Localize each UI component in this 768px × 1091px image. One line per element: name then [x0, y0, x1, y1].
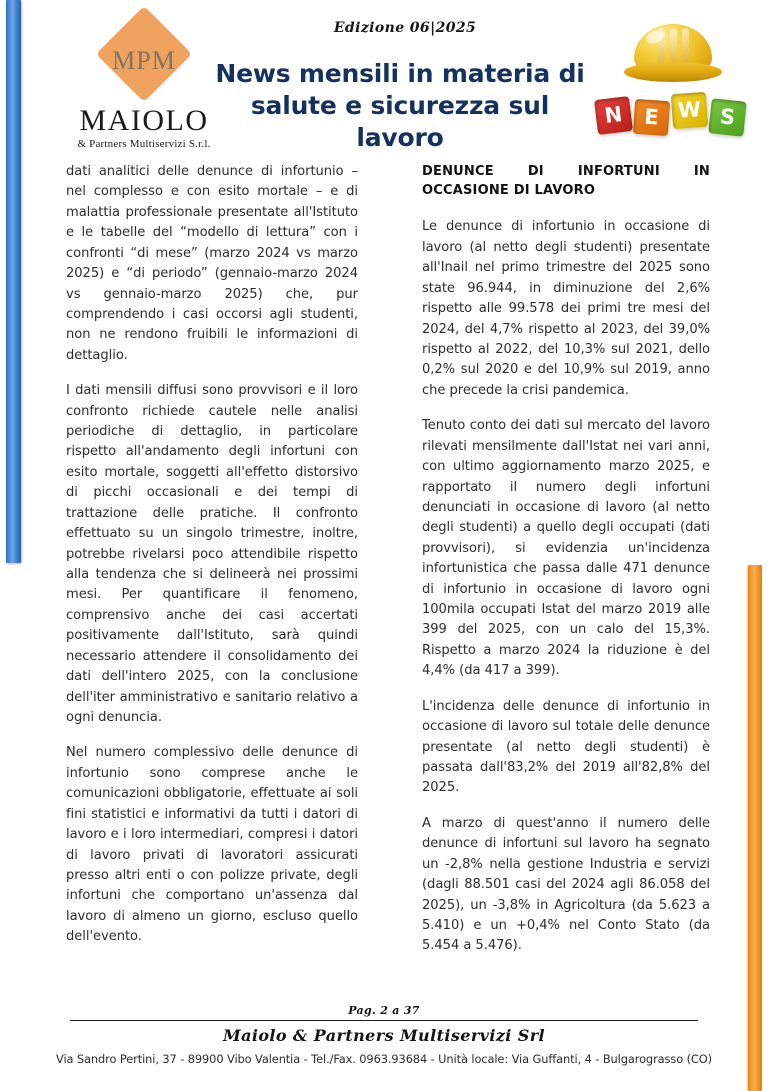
- news-artwork: [594, 22, 756, 152]
- page-title-line-2: salute e sicurezza sul lavoro: [250, 91, 550, 152]
- logo-company-name: MAIOLO: [79, 104, 209, 137]
- page-footer: [0, 1004, 768, 1066]
- logo-monogram: MPM: [112, 46, 176, 75]
- paragraph: Tenuto conto dei dati sul mercato del lavoro rilevati mensilmente dall'Istat nei vari anni, con ultimo aggiornamento marzo 2025, e rapportato il numero degli infortuni denunciati in occasione di lavoro (al netto degli studenti) a quello degli occupati (dati provvisori), si evidenzia un'incidenza infortunistica che passa dalle 471 denunce di infortunio in occasione di lavoro ogni 100mila occupati Istat del marzo 2019 alle 399 del 2025, con un calo del 15,3%. Rispetto a marzo 2024 la riduzione è del 4,4% (da 417 a 399).: [422, 418, 710, 679]
- logo-company-subtitle: & Partners Multiservizi S.r.l.: [77, 138, 211, 150]
- page-title-line-1: News mensili in materia di: [215, 59, 585, 88]
- page-header: [0, 0, 768, 158]
- page-number: Pag. 2 a 37: [348, 1004, 420, 1017]
- hard-hat-brim: [624, 62, 722, 82]
- footer-company-name: Maiolo & Partners Multiservizi Srl: [222, 1026, 546, 1045]
- paragraph: A marzo di quest'anno il numero delle denunce di infortuni sul lavoro ha segnato un -2,8% nella gestione Industria e servizi (dagli 88.501 casi del 2024 agli 86.058 del 2025), un -3,8% in Agricoltura (da 5.623 a 5.410) e un +0,4% nel Conto Stato (da 5.454 a 5.476).: [422, 815, 710, 954]
- left-column: [66, 162, 358, 963]
- paragraph: dati analitici delle denunce di infortunio – nel complesso e con esito mortale – e di malattia professionale presentate all'Istituto e le tabelle del “modello di lettura” con i confronti “di mese” (marzo 2024 vs marzo 2025) e “di periodo” (gennaio-marzo 2024 vs gennaio-marzo 2025) che, pur comprendendo i casi occorsi agli studenti, non ne rendono fruibili le informazioni di dettaglio.: [66, 164, 358, 363]
- news-cube-letter: N: [594, 96, 633, 135]
- right-column: [422, 162, 710, 972]
- news-cubes-icon: [594, 84, 756, 138]
- company-logo: [72, 16, 216, 150]
- paragraph: Nel numero complessivo delle denunce di infortunio sono comprese anche le comunicazioni obbligatorie, effettuate ai soli fini statistici e informativi da tutti i datori di lavoro e i loro intermediari, compresi i datori di lavoro privati di lavoratori assicurati presso altri enti o con polizze private, degli infortuni che comportano un'assenza dal lavoro di almeno un giorno, escluso quello dell'evento.: [66, 745, 358, 945]
- paragraph: Le denunce di infortunio in occasione di lavoro (al netto degli studenti) presentate all'Inail nel primo trimestre del 2025 sono state 96.944, in diminuzione del 2,6% rispetto alle 99.578 dei primi tre mesi del 2024, del 4,7% rispetto al 2023, del 39,0% rispetto al 2022, del 10,3% sul 2021, dello 0,2% sul 2020 e del 10,9% sul 2019, anno che precede la crisi pandemica.: [422, 219, 710, 398]
- paragraph: L'incidenza delle denunce di infortunio in occasione di lavoro sul totale delle denunce presentate (al netto degli studenti) è passata dall'83,2% del 2019 all'82,8% del 2025.: [422, 698, 710, 796]
- page-title: [205, 58, 595, 154]
- news-cube-letter: W: [671, 92, 708, 129]
- logo-diamond-mark: [96, 16, 192, 112]
- section-heading: DENUNCE DI INFORTUNI IN OCCASIONE DI LAVORO: [422, 164, 710, 199]
- footer-divider: [70, 1020, 698, 1021]
- hard-hat-icon: [624, 24, 722, 82]
- news-cube-letter: S: [708, 98, 746, 136]
- news-cube-letter: E: [633, 99, 670, 136]
- footer-address: Via Sandro Pertini, 37 - 89900 Vibo Valentia - Tel./Fax. 0963.93684 - Unità locale: Via Guffanti, 4 - Bulgarograsso (CO): [56, 1052, 712, 1066]
- edition-label: Edizione 06|2025: [333, 20, 477, 36]
- paragraph: I dati mensili diffusi sono provvisori e il loro confronto richiede cautele nelle analisi periodiche di dettaglio, in particolare rispetto all'andamento degli infortuni con esito mortale, soggetti all'effetto distorsivo di picchi occasionali e dei tempi di trattazione delle pratiche. Il confronto effettuato su un singolo trimestre, inoltre, potrebbe rivelarsi poco attendibile rispetto alla tendenza che si delineerà nei prossimi mesi. Per quantificare il fenomeno, comprensivo anche dei casi accertati positivamente dall'Istituto, sarà quindi necessario attendere il consolidamento dei dati dell'intero 2025, con la conclusione dell'iter amministrativo e sanitario relativo a ogni denuncia.: [66, 383, 358, 725]
